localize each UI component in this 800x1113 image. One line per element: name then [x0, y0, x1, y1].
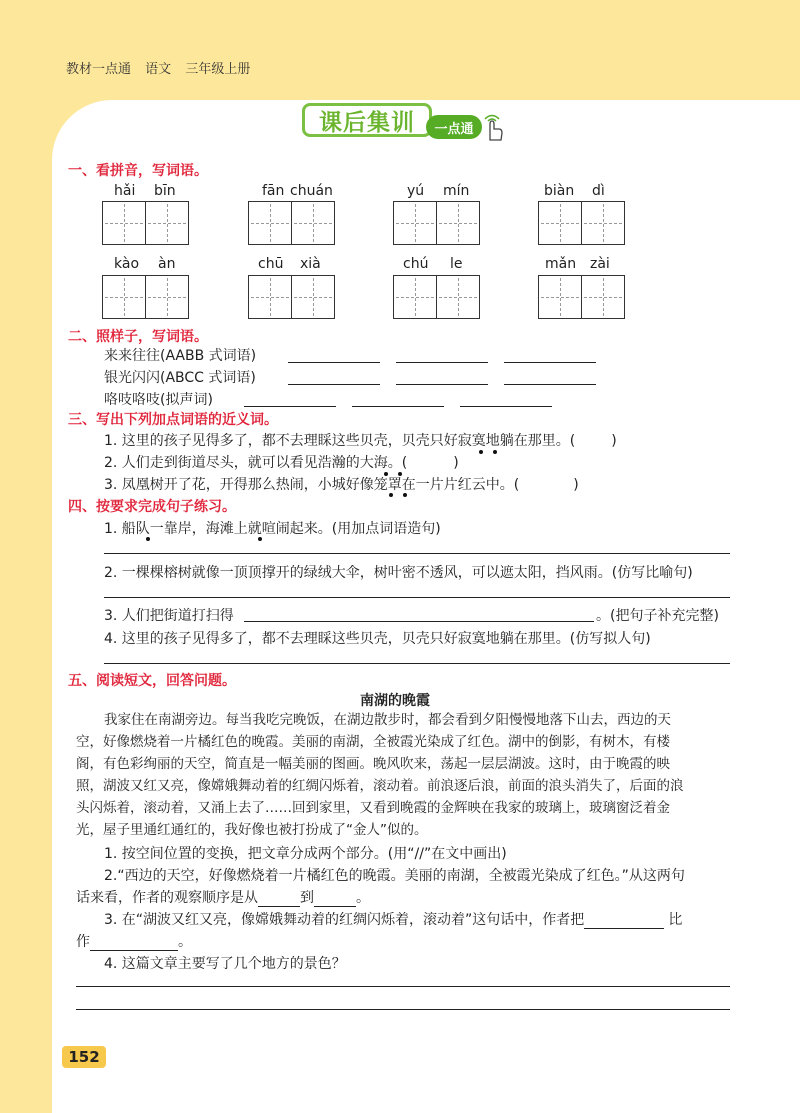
reading-q3-text: 3. 在“湖波又红又亮，像嫦娥舞动着的红绸闪烁着，滚动着”这句话中，作者把 [104, 912, 585, 928]
answer-line[interactable] [104, 663, 730, 664]
answer-line[interactable] [244, 406, 336, 407]
reading-q3-line2-text: 作 [76, 934, 90, 950]
pinyin-3a: yú [407, 183, 425, 199]
synonym-q1 [104, 430, 617, 450]
writing-box[interactable] [145, 201, 189, 245]
pinyin-1a: hǎi [114, 183, 136, 199]
section4-title: 四、按要求完成句子练习。 [68, 499, 236, 515]
synonym-q2-text: 2. 人们走到街道尽头，就可以看见浩瀚的大海。( [104, 455, 408, 471]
section1-title: 一、看拼音，写词语。 [68, 163, 208, 179]
close-paren: ) [453, 455, 459, 471]
pinyin-6b: xià [300, 256, 321, 272]
writing-box[interactable] [393, 201, 437, 245]
reading-q3-line2 [76, 931, 192, 951]
article-line: 空，好像燃烧着一片橘红色的晚霞。美丽的南湖，全被霞光染成了红色。湖中的倒影，有树木，有楼 [76, 734, 670, 750]
synonym-q3 [104, 474, 579, 494]
pinyin-5a: kào [114, 256, 140, 272]
answer-line[interactable] [352, 406, 444, 407]
sentence-q4: 4. 这里的孩子见得多了，都不去理睬这些贝壳，贝壳只好寂寞地躺在那里。(仿写拟人句) [104, 631, 651, 647]
grade: 三年级上册 [185, 62, 251, 77]
pinyin-5b: àn [158, 256, 176, 272]
section2-title: 二、照样子，写词语。 [68, 329, 208, 345]
section5-title: 五、阅读短文，回答问题。 [68, 673, 236, 689]
article-line: 我家住在南湖旁边。每当我吃完晚饭，在湖边散步时，都会看到夕阳慢慢地落下山去，西边的天 [104, 712, 671, 728]
reading-q3-line1 [104, 909, 682, 929]
reading-q4: 4. 这篇文章主要写了几个地方的景色？ [104, 956, 346, 972]
answer-line[interactable] [244, 621, 594, 622]
pinyin-4b: dì [592, 183, 605, 199]
example-word-2: 银光闪闪(ABCC 式词语) [104, 370, 256, 386]
pinyin-1b: bīn [154, 183, 176, 199]
reading-q2-line1: 2.“西边的天空，好像燃烧着一片橘红色的晚霞。美丽的南湖，全被霞光染成了红色。”从这两句 [104, 868, 685, 884]
writing-box[interactable] [436, 275, 480, 319]
reading-q2-text-a: 话来看，作者的观察顺序是从 [76, 890, 258, 906]
article-line: 阁，有色彩绚丽的天空，简直是一幅美丽的图画。晚风吹来，荡起一层层湖波。这时，由于晚霞的映 [76, 756, 670, 772]
answer-line[interactable] [104, 553, 730, 554]
writing-box[interactable] [581, 201, 625, 245]
writing-box[interactable] [538, 275, 582, 319]
answer-line[interactable] [104, 597, 730, 598]
sentence-q1: 1. 船队一靠岸，海滩上就喧闹起来。(用加点词语造句) [104, 521, 441, 537]
book-header [66, 58, 260, 77]
pinyin-4a: biàn [544, 183, 575, 199]
example-word-3: 咯吱咯吱(拟声词) [104, 392, 213, 408]
reading-q1: 1. 按空间位置的变换，把文章分成两个部分。(用“//”在文中画出) [104, 846, 507, 862]
synonym-q3-text: 3. 凤凰树开了花，开得那么热闹，小城好像笼罩在一片片红云中。( [104, 477, 520, 493]
reading-q2-text-c: 。 [356, 890, 370, 906]
writing-box[interactable] [291, 201, 335, 245]
writing-box[interactable] [145, 275, 189, 319]
example-word-1: 来来往往(AABB 式词语) [104, 348, 257, 364]
writing-box[interactable] [248, 201, 292, 245]
banner-title: 课后集训 [302, 103, 432, 137]
answer-line[interactable] [460, 406, 552, 407]
answer-line[interactable] [76, 1009, 730, 1010]
writing-box[interactable] [102, 201, 146, 245]
pinyin-8a: mǎn [545, 256, 577, 272]
pinyin-7b: le [450, 256, 463, 272]
answer-line[interactable] [288, 384, 380, 385]
pinyin-6a: chū [258, 256, 284, 272]
emphasis-dot [479, 450, 483, 454]
pointing-hand-icon [481, 112, 505, 142]
reading-q3-end: 比 [668, 912, 683, 928]
answer-line[interactable] [288, 362, 380, 363]
close-paren: ) [573, 477, 579, 493]
answer-line[interactable] [76, 986, 730, 987]
emphasis-dot [258, 537, 262, 541]
emphasis-dot [389, 493, 393, 497]
sentence-q2: 2. 一棵棵榕树就像一顶顶撑开的绿绒大伞，树叶密不透风，可以遮太阳，挡风雨。(仿写比喻句) [104, 565, 693, 581]
emphasis-dot [403, 493, 407, 497]
writing-box[interactable] [581, 275, 625, 319]
reading-q2-line2 [76, 887, 370, 907]
answer-line[interactable] [396, 384, 488, 385]
page-number: 152 [62, 1046, 106, 1068]
writing-box[interactable] [248, 275, 292, 319]
banner-tag: 一点通 [426, 115, 482, 139]
pinyin-2a: fān [262, 183, 285, 199]
article-line: 头闪烁着，滚动着，又涌上去了……回到家里，又看到晚霞的金辉映在我家的玻璃上，玻璃窗泛着金 [76, 800, 670, 816]
writing-box[interactable] [393, 275, 437, 319]
sentence-q3-suffix: 。(把句子补充完整) [596, 608, 719, 624]
pinyin-3b: mín [443, 183, 470, 199]
emphasis-dot [146, 537, 150, 541]
answer-line[interactable] [504, 362, 596, 363]
pinyin-7a: chú [403, 256, 429, 272]
emphasis-dot [493, 450, 497, 454]
reading-q3-line2-end: 。 [178, 934, 192, 950]
pinyin-2b: chuán [290, 183, 333, 199]
answer-blank[interactable] [258, 890, 300, 907]
article-title: 南湖的晚霞 [360, 693, 430, 709]
emphasis-dot [398, 472, 402, 476]
synonym-q2 [104, 452, 459, 472]
close-paren: ) [611, 433, 617, 449]
writing-box[interactable] [291, 275, 335, 319]
subject: 语文 [145, 62, 172, 77]
book-name: 教材一点通 [66, 62, 132, 77]
writing-box[interactable] [102, 275, 146, 319]
writing-box[interactable] [538, 201, 582, 245]
sentence-q3-prefix: 3. 人们把街道打扫得 [104, 608, 234, 624]
answer-blank[interactable] [90, 934, 178, 951]
writing-box[interactable] [436, 201, 480, 245]
pinyin-8b: zài [590, 256, 610, 272]
reading-q2-text-b: 到 [300, 890, 314, 906]
answer-blank[interactable] [314, 890, 356, 907]
synonym-q1-text: 1. 这里的孩子见得多了，都不去理睬这些贝壳，贝壳只好寂寞地躺在那里。( [104, 433, 576, 449]
article-line: 光，屋子里通红通红的，我好像也被打扮成了“金人”似的。 [76, 822, 428, 838]
article-line: 照，湖波又红又亮，像嫦娥舞动着的红绸闪烁着，滚动着。前浪逐后浪，前面的浪头消失了，后面的浪 [76, 778, 684, 794]
answer-line[interactable] [396, 362, 488, 363]
section3-title: 三、写出下列加点词语的近义词。 [68, 412, 278, 428]
answer-line[interactable] [504, 384, 596, 385]
answer-blank[interactable] [584, 912, 664, 929]
emphasis-dot [384, 472, 388, 476]
